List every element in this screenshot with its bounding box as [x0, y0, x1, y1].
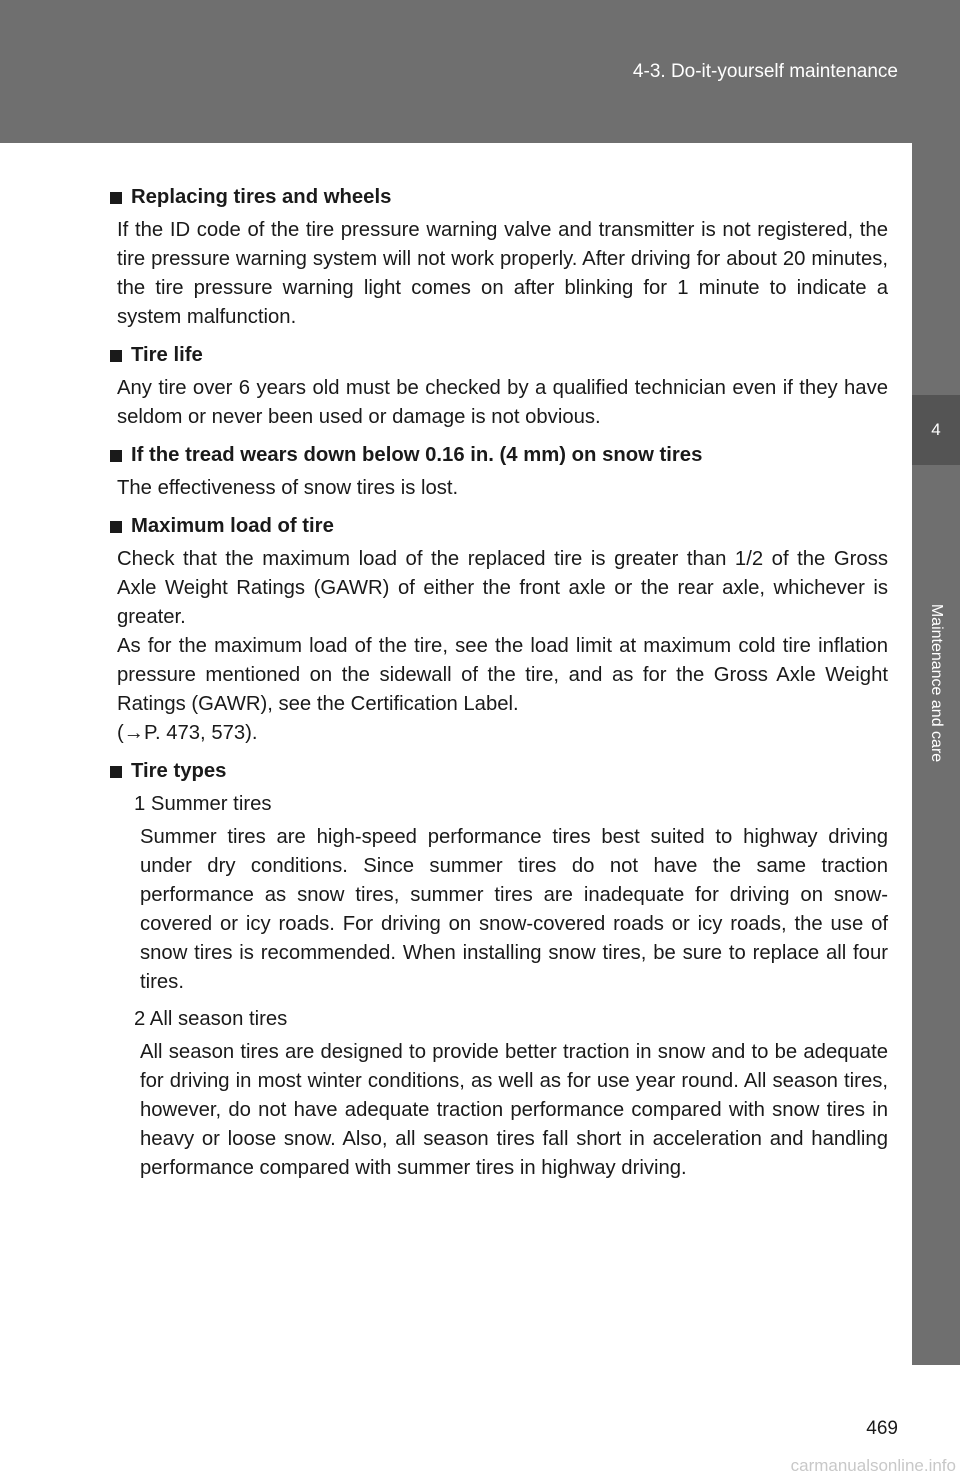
- tire-type-item: [110, 790, 888, 997]
- page-reference: (→P. 473, 573).: [117, 722, 258, 744]
- section-maximum-load: [110, 512, 888, 748]
- heading-text: Replacing tires and wheels: [131, 186, 392, 208]
- heading-text: Tire types: [131, 760, 227, 782]
- page-content: [110, 183, 888, 1192]
- heading-text: Maximum load of tire: [131, 515, 334, 537]
- section-tread-wear: [110, 441, 888, 503]
- tire-type-item: [110, 1005, 888, 1183]
- section-tire-life: [110, 341, 888, 432]
- section-heading: [110, 441, 888, 470]
- section-heading: [110, 512, 888, 541]
- body-paragraph: Check that the maximum load of the replaced tire is greater than 1/2 of the Gross Axle Weight Ratings (GAWR) of either the front axle or the rear axle, whichever is greater.: [117, 548, 888, 628]
- section-body: If the ID code of the tire pressure warning valve and transmitter is not registered, the tire pressure warning system will not work properly. After driving for about 20 minutes, the tire pressure warning light comes on after blinking for 1 minute to indicate a system malfunction.: [117, 219, 888, 328]
- square-bullet-icon: [110, 766, 122, 778]
- section-body: [110, 545, 888, 748]
- body-paragraph: As for the maximum load of the tire, see the load limit at maximum cold tire inflation pressure mentioned on the sidewall of the tire, and as for the Gross Axle Weight Ratings (GAWR), see the Certification Label.: [117, 635, 888, 715]
- chapter-number: 4: [912, 395, 960, 465]
- page-number: 469: [866, 1418, 898, 1439]
- section-body: Any tire over 6 years old must be checked by a qualified technician even if they have seldom or never been used or damage is not obvious.: [117, 377, 888, 428]
- section-tire-types: [110, 757, 888, 1183]
- chapter-label: Maintenance and care: [928, 603, 945, 763]
- tire-type-label: 2 All season tires: [134, 1008, 288, 1030]
- tire-type-text: All season tires are designed to provide better traction in snow and to be adequate for driving in most winter conditions, as well as for use year round. All season tires, however, do not have adequate traction performance compared with snow tires in heavy or loose snow. Also, all season tires fall short in acceleration and handling performance compared with summer tires in highway driving.: [140, 1041, 888, 1179]
- square-bullet-icon: [110, 450, 122, 462]
- tire-type-body: [110, 1038, 888, 1183]
- heading-text: Tire life: [131, 344, 203, 366]
- square-bullet-icon: [110, 192, 122, 204]
- square-bullet-icon: [110, 521, 122, 533]
- chapter-side-tab: [912, 143, 960, 1365]
- section-replacing-tires: [110, 183, 888, 332]
- square-bullet-icon: [110, 350, 122, 362]
- watermark: carmanualsonline.info: [790, 1456, 956, 1475]
- section-heading: [110, 757, 888, 786]
- tire-type-body: [110, 823, 888, 997]
- section-body: The effectiveness of snow tires is lost.: [117, 477, 459, 499]
- page-header: [0, 0, 960, 143]
- section-heading: [110, 341, 888, 370]
- tire-type-label: 1 Summer tires: [134, 793, 272, 815]
- section-heading: [110, 183, 888, 212]
- heading-text: If the tread wears down below 0.16 in. (4 mm) on snow tires: [131, 444, 703, 466]
- header-title: 4-3. Do-it-yourself maintenance: [632, 61, 898, 82]
- tire-type-text: Summer tires are high-speed performance tires best suited to highway driving under dry conditions. Since summer tires do not have the same traction performance as snow tires, summer tires are inadequate for driving on snow-covered or icy roads. For driving on snow-covered roads or icy roads, the use of snow tires is recommended. When installing snow tires, be sure to replace all four tires.: [140, 826, 888, 993]
